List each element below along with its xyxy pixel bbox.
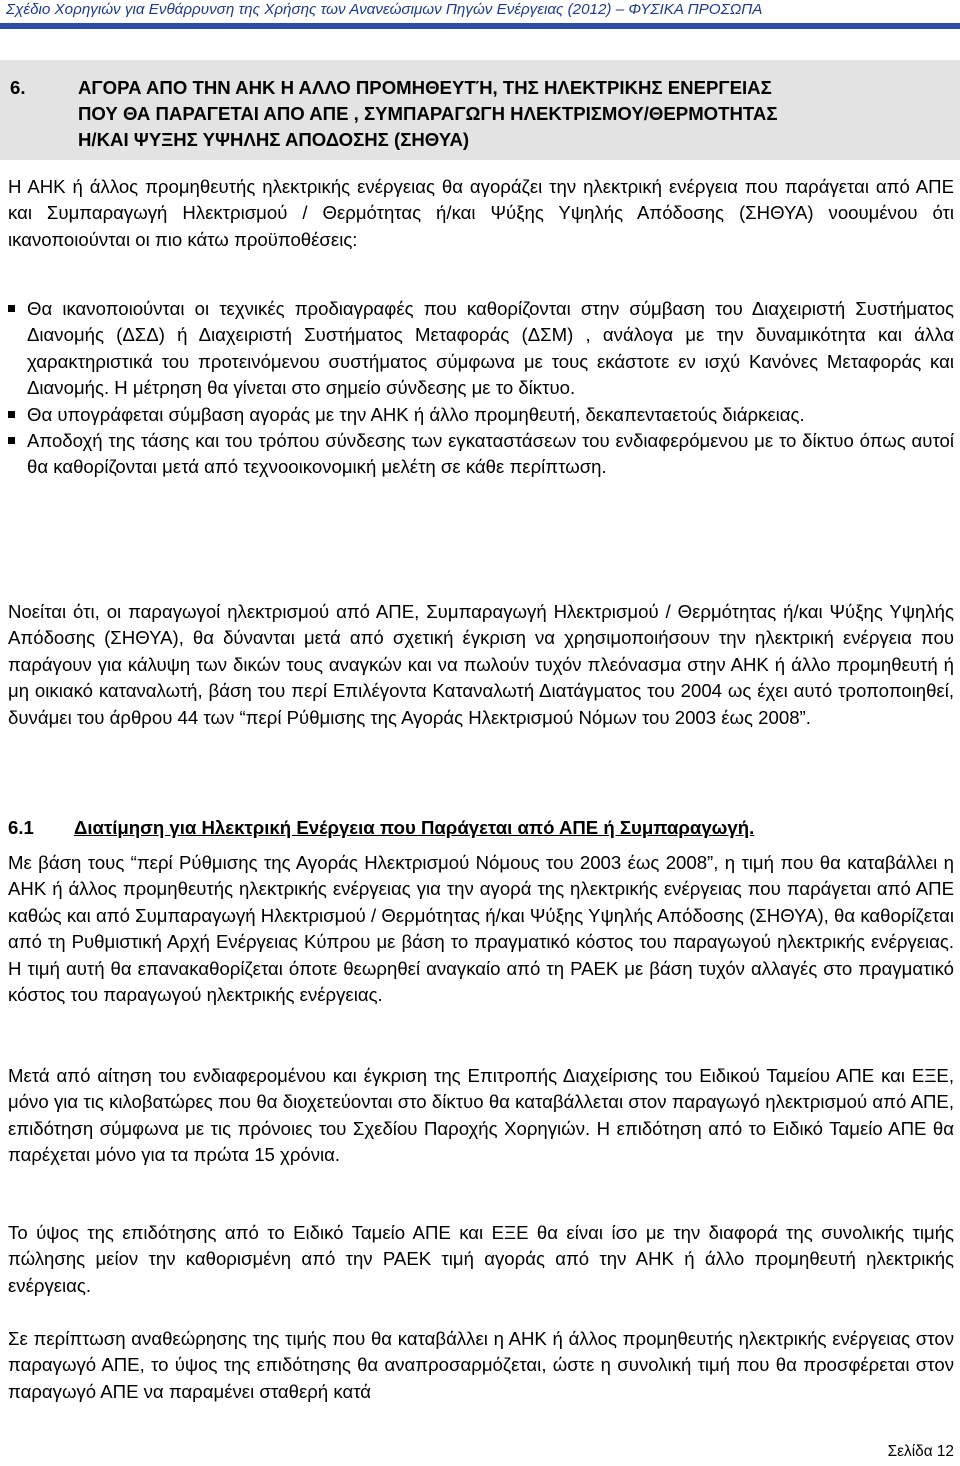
body-paragraph: Σε περίπτωση αναθεώρησης της τιμής που θα καταβάλλει η ΑΗΚ ή άλλος προμηθευτής ηλεκτρικής ενέργειας στον παραγωγό ΑΠΕ, το ύψος της επιδότησης θα αναπροσαρμόζεται, ώστε η συνολική τιμή που θα προσφέρεται στον παραγωγό ΑΠΕ να παραμένει σταθερή κατά (8, 1328, 954, 1402)
conditions-list (8, 296, 954, 481)
section-title-line: ΑΓΟΡΑ ΑΠΟ ΤΗΝ ΑΗΚ Η ΑΛΛΟ ΠΡΟΜΗΘΕΥΤΉ, ΤΗΣ ΗΛΕΚΤΡΙΚΗΣ ΕΝΕΡΓΕΙΑΣ (78, 77, 772, 98)
subsection-heading (8, 815, 954, 841)
list-item-text: Θα υπογράφεται σύμβαση αγοράς με την ΑΗΚ ή άλλο προμηθευτή, δεκαπενταετούς διάρκειας. (27, 403, 805, 425)
header-rule (0, 23, 960, 29)
intro-paragraph: Η ΑΗΚ ή άλλος προμηθευτής ηλεκτρικής ενέργειας θα αγοράζει την ηλεκτρική ενέργεια που παράγεται από ΑΠΕ και Συμπαραγωγή Ηλεκτρισμού / Θερμότητας ή/και Ψύξης Υψηλής Απόδοσης (ΣΗΘΥΑ) νοουμένου ότι ικανοποιούνται οι πιο κάτω προϋποθέσεις: (8, 176, 954, 250)
bullet-square-icon (8, 305, 15, 312)
body-paragraph: Με βάση τους “περί Ρύθμισης της Αγοράς Ηλεκτρισμού Νόμους του 2003 έως 2008”, η τιμή που θα καταβάλλει η ΑΗΚ ή άλλος προμηθευτής ηλεκτρικής ενέργειας για την αγορά της ηλεκτρικής ενέργειας που παράγεται από ΑΠΕ καθώς και από Συμπαραγωγή Ηλεκτρισμού / Θερμότητας ή/και Ψύξης Υψηλής Απόδοσης (ΣΗΘΥΑ), θα καθορίζεται από τη Ρυθμιστική Αρχή Ενέργειας Κύπρου με βάση το πραγματικό κόστος του παραγωγού ηλεκτρικής ενέργειας. Η τιμή αυτή θα επανακαθορίζεται όποτε θεωρηθεί αναγκαίο από τη ΡΑΕΚ με βάση τυχόν αλλαγές στο πραγματικό κόστος του παραγωγού ηλεκτρικής ενέργειας. (8, 852, 954, 1006)
section-title (78, 75, 956, 153)
section-heading (0, 60, 960, 160)
note-paragraph: Νοείται ότι, οι παραγωγοί ηλεκτρισμού από ΑΠΕ, Συμπαραγωγή Ηλεκτρισμού / Θερμότητας ή/και Ψύξης Υψηλής Απόδοσης (ΣΗΘΥΑ), θα δύνανται μετά από σχετική έγκριση να χρησιμοποιήσουν την ηλεκτρική ενέργεια που παράγουν για κάλυψη των δικών τους αναγκών και να πωλούν τυχόν πλεόνασμα στην ΑΗΚ ή άλλο προμηθευτή ή μη οικιακό καταναλωτή, βάση του περί Επιλέγοντα Καταναλωτή Διατάγματος του 2004 ως έχει αυτό τροποποιηθεί, δυνάμει του άρθρου 44 των “περί Ρύθμισης της Αγοράς Ηλεκτρισμού Νόμων του 2003 έως 2008”. (8, 601, 954, 728)
list-item (8, 296, 954, 402)
list-item-text: Θα ικανοποιούνται οι τεχνικές προδιαγραφές που καθορίζονται στην σύμβαση του Διαχειριστή Συστήματος Διανομής (ΔΣΔ) ή Διαχειριστή Συστήματος Μεταφοράς (ΔΣΜ) , ανάλογα με την δυναμικότητα και άλλα χαρακτηριστικά του προτεινόμενου συστήματος σύμφωνα με τους εκάστοτε εν ισχύ Κανόνες Μεταφοράς και Διανομής. Η μέτρηση θα γίνεται στο σημείο σύνδεσης με το δίκτυο. (27, 298, 954, 399)
subsection-number: 6.1 (8, 817, 34, 838)
section-title-line: ΠΟΥ ΘΑ ΠΑΡΑΓΕΤΑΙ ΑΠΟ ΑΠΕ , ΣΥΜΠΑΡΑΓΩΓΗ ΗΛΕΚΤΡΙΣΜΟΥ/ΘΕΡΜΟΤΗΤΑΣ (78, 103, 778, 124)
section-number: 6. (10, 77, 26, 98)
subsection-title: Διατίμηση για Ηλεκτρική Ενέργεια που Παράγεται από ΑΠΕ ή Συμπαραγωγή. (74, 817, 755, 838)
list-item (8, 402, 954, 428)
bullet-square-icon (8, 411, 15, 418)
page-number: Σελίδα 12 (887, 1443, 954, 1460)
list-item-text: Αποδοχή της τάσης και του τρόπου σύνδεσης των εγκαταστάσεων του ενδιαφερόμενου με το δίκτυο όπως αυτοί θα καθορίζονται μετά από τεχνοοικονομική μελέτη σε κάθε περίπτωση. (27, 430, 954, 478)
body-paragraph: Μετά από αίτηση του ενδιαφερομένου και έγκριση της Επιτροπής Διαχείρισης του Ειδικού Ταμείου ΑΠΕ και ΕΞΕ, μόνο για τις κιλοβατώρες που θα διοχετεύονται στο δίκτυο θα καταβάλλεται στον παραγωγό ηλεκτρισμού από ΑΠΕ, επιδότηση σύμφωνα με τις πρόνοιες του Σχεδίου Παροχής Χορηγιών. Η επιδότηση από το Ειδικό Ταμείο ΑΠΕ θα παρέχεται μόνο για τα πρώτα 15 χρόνια. (8, 1065, 954, 1166)
list-item (8, 428, 954, 481)
section-title-line: Η/ΚΑΙ ΨΥΞΗΣ ΥΨΗΛΗΣ ΑΠΟΔΟΣΗΣ (ΣΗΘΥΑ) (78, 129, 470, 150)
body-paragraph: Το ύψος της επιδότησης από το Ειδικό Ταμείο ΑΠΕ και ΕΞΕ θα είναι ίσο με την διαφορά της συνολικής τιμής πώλησης μείον την καθορισμένη από την ΡΑΕΚ τιμή αγοράς από την ΑΗΚ ή άλλο προμηθευτή ηλεκτρικής ενέργειας. (8, 1222, 954, 1296)
bullet-square-icon (8, 437, 15, 444)
running-header: Σχέδιο Χορηγιών για Ενθάρρυνση της Χρήσης των Ανανεώσιμων Πηγών Ενέργειας (2012) – ΦΥΣΙΚΑ ΠΡΟΣΩΠΑ (6, 1, 763, 18)
